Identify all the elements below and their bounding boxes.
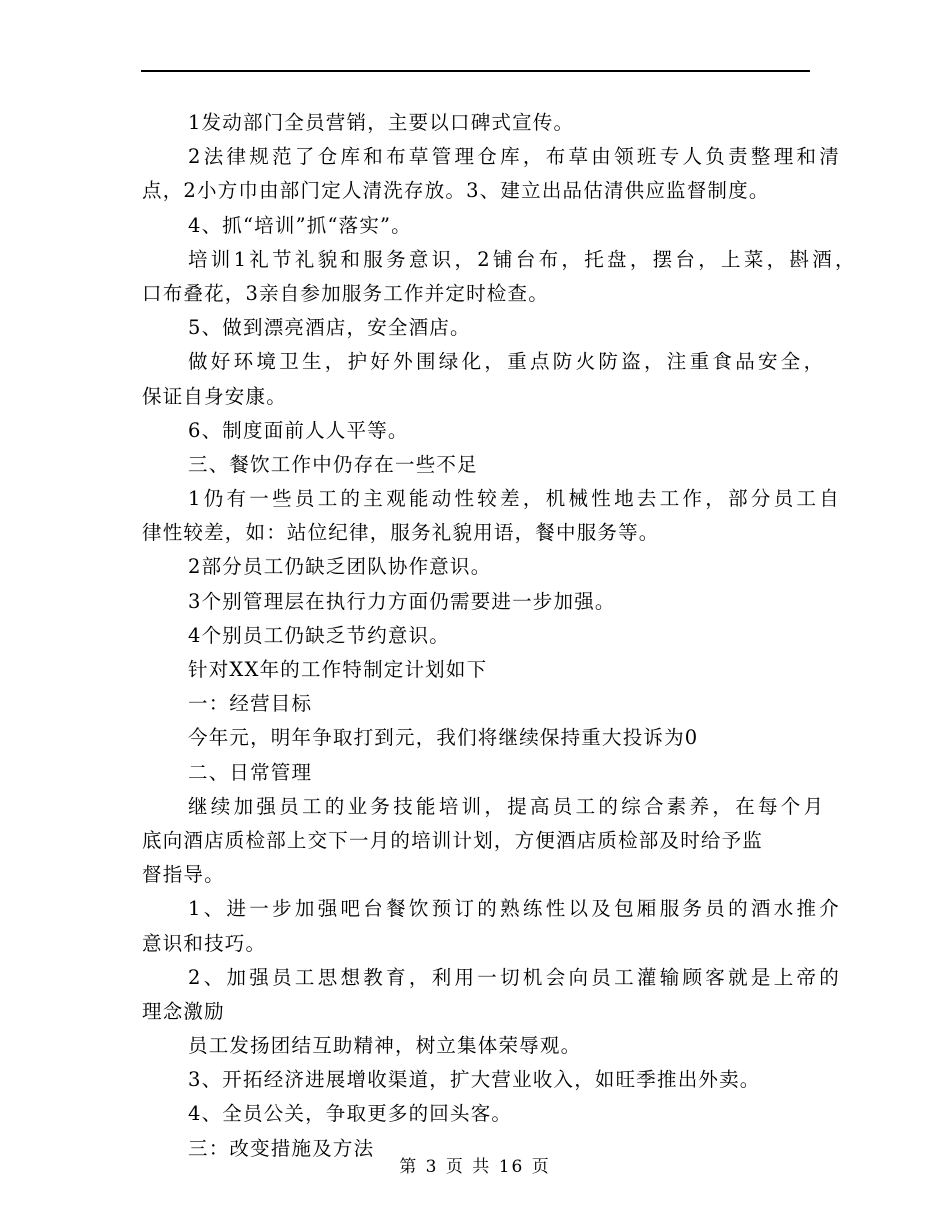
paragraph-line: 点，2小方巾由部门定人清洗存放。3、建立出品估清供应监督制度。 <box>142 179 770 203</box>
paragraph-line: 保证自身安康。 <box>142 384 287 408</box>
paragraph-line: 2部分员工仍缺乏团队协作意识。 <box>188 555 492 579</box>
paragraph-line: 4、全员公关，争取更多的回头客。 <box>188 1102 513 1126</box>
paragraph-line: 1发动部门全员营销，主要以口碑式宣传。 <box>188 111 575 134</box>
paragraph-line: 针对XX年的工作特制定计划如下 <box>188 658 488 681</box>
paragraph-line: 1仍有一些员工的主观能动性较差，机械性地去工作，部分员工自 <box>188 487 843 511</box>
page-footer: 第 3 页 共 16 页 <box>399 1157 551 1177</box>
paragraph-line: 意识和技巧。 <box>142 931 267 955</box>
paragraph-line: 继续加强员工的业务技能培训，提高员工的综合素养，在每个月 <box>188 794 827 818</box>
paragraph-line: 二、日常管理 <box>188 760 313 784</box>
paragraph-line: 一：经营目标 <box>188 692 313 716</box>
paragraph-line: 3个别管理层在执行力方面仍需要进一步加强。 <box>188 589 616 613</box>
paragraph-line: 培训1礼节礼貌和服务意识，2铺台布，托盘，摆台，上菜，斟酒， <box>188 247 858 271</box>
paragraph-line: 三：改变措施及方法 <box>188 1136 375 1160</box>
paragraph-line: 2法律规范了仓库和布草管理仓库，布草由领班专人负责整理和清 <box>188 145 843 169</box>
paragraph-line: 督指导。 <box>142 863 225 887</box>
paragraph-line: 三、餐饮工作中仍存在一些不足 <box>188 452 478 476</box>
paragraph-line: 员工发扬团结互助精神，树立集体荣辱观。 <box>188 1034 582 1058</box>
paragraph-line: 2、加强员工思想教育，利用一切机会向员工灌输顾客就是上帝的 <box>188 965 843 989</box>
paragraph-line: 1、进一步加强吧台餐饮预订的熟练性以及包厢服务员的酒水推介 <box>188 897 843 921</box>
paragraph-line: 理念激励 <box>142 999 225 1023</box>
paragraph-line: 今年元，明年争取打到元，我们将继续保持重大投诉为0 <box>188 726 699 750</box>
paragraph-line: 律性较差，如：站位纪律，服务礼貌用语，餐中服务等。 <box>142 521 660 545</box>
paragraph-line: 3、开拓经济进展增收渠道，扩大营业收入，如旺季推出外卖。 <box>188 1068 761 1092</box>
paragraph-line: 6、制度面前人人平等。 <box>188 418 409 442</box>
header-rule <box>141 70 810 72</box>
paragraph-line: 4、抓“培训”抓“落实”。 <box>188 213 412 237</box>
document-body <box>142 106 858 1166</box>
paragraph-line: 做好环境卫生，护好外围绿化，重点防火防盗，注重食品安全， <box>188 350 827 374</box>
paragraph-line: 4个别员工仍缺乏节约意识。 <box>188 623 451 647</box>
paragraph-line: 口布叠花，3亲自参加服务工作并定时检查。 <box>142 281 549 305</box>
paragraph-line: 5、做到漂亮酒店，安全酒店。 <box>188 316 471 340</box>
paragraph-line: 底向酒店质检部上交下一月的培训计划，方便酒店质检部及时给予监 <box>142 828 764 852</box>
